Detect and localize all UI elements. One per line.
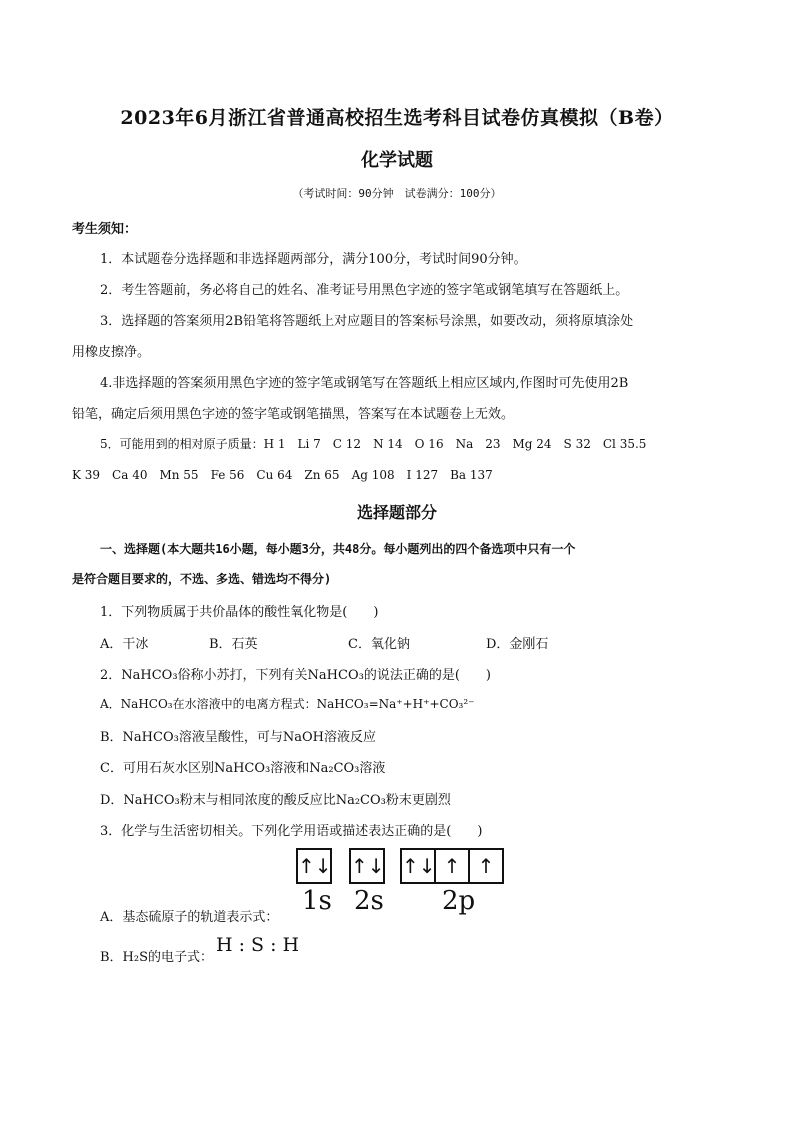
notice-item-4: 4.非选择题的答案须用黑色字迹的签字笔或钢笔写在答题纸上相应区域内,作图时可先使用2B	[100, 376, 629, 391]
notice-item-5-cont: K 39 Ca 40 Mn 55 Fe 56 Cu 64 Zn 65 Ag 108 I 127 Ba 137	[72, 468, 493, 482]
orbital-label-1s: 1s	[302, 886, 332, 916]
orbital-box-2p-2: ↑	[434, 848, 470, 884]
orbital-box-2p-3: ↑	[468, 848, 504, 884]
notice-item-4-cont: 铅笔，确定后须用黑色字迹的签字笔或钢笔描黑，答案写在本试题卷上无效。	[72, 407, 515, 422]
section-title: 选择题部分	[356, 503, 437, 522]
q3-option-a: A．基态硫原子的轨道表示式：	[100, 910, 279, 925]
q2-option-c: C．可用石灰水区别NaHCO₃溶液和Na₂CO₃溶液	[100, 761, 386, 776]
notice-item-3-cont: 用橡皮擦净。	[72, 345, 151, 360]
notice-item-2: 2．考生答题前，务必将自己的姓名、准考证号用黑色字迹的签字笔或钢笔填写在答题纸上。	[100, 283, 629, 298]
q1-stem: 1．下列物质属于共价晶体的酸性氧化物是( )	[100, 605, 379, 620]
orbital-label-2s: 2s	[354, 886, 384, 916]
q3-stem: 3．化学与生活密切相关。下列化学用语或描述表达正确的是( )	[100, 824, 483, 839]
q1-option-d: D．金刚石	[486, 637, 549, 652]
q2-option-d: D．NaHCO₃粉末与相同浓度的酸反应比Na₂CO₃粉末更剧烈	[100, 793, 451, 808]
q2-option-b: B．NaHCO₃溶液呈酸性，可与NaOH溶液反应	[100, 730, 376, 745]
section-instruction-cont: 是符合题目要求的，不选、多选、错选均不得分)	[72, 572, 332, 586]
orbital-label-2p: 2p	[442, 886, 476, 916]
notice-item-1: 1．本试题卷分选择题和非选择题两部分，满分100分，考试时间90分钟。	[100, 252, 527, 267]
q1-option-a: A．干冰	[100, 637, 149, 652]
notice-item-3: 3．选择题的答案须用2B铅笔将答题纸上对应题目的答案标号涂黑，如要改动，须将原填涂处	[100, 314, 634, 329]
notice-heading: 考生须知：	[72, 222, 138, 237]
orbital-box-2p-1: ↑↓	[400, 848, 436, 884]
q1-option-c: C．氧化钠	[348, 637, 410, 652]
h2s-electron-formula: H : S : H	[216, 934, 300, 956]
section-instruction: 一、选择题(本大题共16小题，每小题3分，共48分。每小题列出的四个备选项中只有一个	[100, 542, 576, 556]
notice-item-5: 5．可能用到的相对原子质量：H 1 Li 7 C 12 N 14 O 16 Na 23 Mg 24 S 32 Cl 35.5	[100, 437, 647, 451]
orbital-box-2s: ↑↓	[349, 848, 385, 884]
q1-option-b: B．石英	[209, 637, 258, 652]
q3-option-b: B．H₂S的电子式：	[100, 950, 214, 965]
exam-title: 2023年6月浙江省普通高校招生选考科目试卷仿真模拟（B卷）	[120, 107, 674, 129]
orbital-box-1s: ↑↓	[296, 848, 332, 884]
q2-stem: 2．NaHCO₃俗称小苏打，下列有关NaHCO₃的说法正确的是( )	[100, 668, 491, 683]
q2-option-a: A．NaHCO₃在水溶液中的电离方程式：NaHCO₃=Na⁺+H⁺+CO₃²⁻	[100, 697, 475, 711]
exam-meta: （考试时间：90分钟 试卷满分：100分）	[292, 187, 502, 200]
exam-subtitle: 化学试题	[361, 150, 433, 171]
